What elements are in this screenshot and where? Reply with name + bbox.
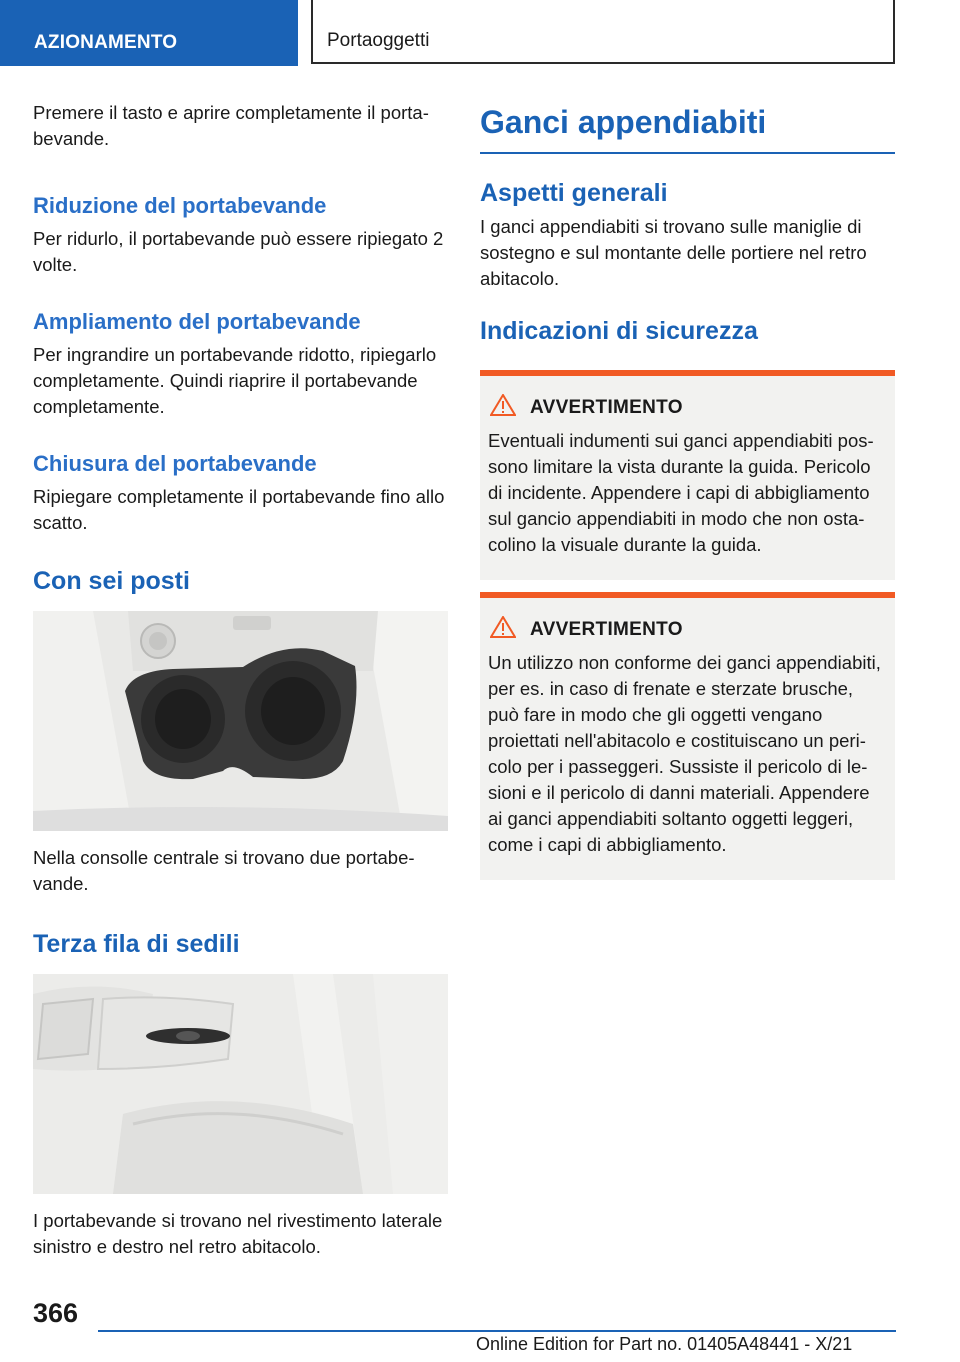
center-console-cupholder-image — [33, 611, 448, 831]
coat-hooks-heading: Ganci appendiabiti — [480, 102, 895, 154]
close-text: Ripiegare completamente il portabevande fino allo scatto. — [33, 486, 445, 533]
warning-label: AVVERTIMENTO — [530, 619, 683, 640]
chapter-title: Portaoggetti — [311, 0, 895, 64]
safety-heading: Indicazioni di sicurezza — [480, 317, 758, 345]
general-text: I ganci appendiabiti si trovano sulle maniglie di sostegno e sul montante delle portiere nel retro abitacolo. — [480, 216, 867, 289]
expand-heading: Ampliamento del portabevande — [33, 309, 361, 334]
warning-header — [490, 616, 887, 644]
page-number: 366 — [33, 1298, 79, 1328]
left-column — [33, 100, 448, 1260]
warning-text: Eventuali indumenti sui ganci appendiabiti possono limitare la vista durante la guida. Pericolo di incidente. Appendere i capi di abbigliamento sul gancio appendiabiti in modo che non ostacolino la visuale durante la guida. — [488, 430, 874, 555]
edition-note: Online Edition for Part no. 01405A48441 - X/21 — [476, 1334, 853, 1354]
third-row-heading: Terza fila di sedili — [33, 930, 240, 958]
warning-triangle-icon — [490, 394, 516, 422]
warning-box — [480, 592, 895, 880]
general-heading: Aspetti generali — [480, 179, 668, 207]
section-tab: AZIONAMENTO — [0, 0, 298, 66]
third-row-cupholder-image — [33, 974, 448, 1194]
intro-text: Premere il tasto e aprire completamente il portabevande. — [33, 102, 429, 149]
cupholder-illustration — [33, 611, 448, 831]
expand-text: Per ingrandire un portabevande ridotto, ripiegarlo completamente. Quindi riaprire il portabevande completamente. — [33, 344, 437, 417]
six-seats-heading: Con sei posti — [33, 567, 190, 595]
reduce-text: Per ridurlo, il portabevande può essere ripiegato 2 volte. — [33, 228, 444, 275]
warning-triangle-icon — [490, 616, 516, 644]
warning-text: Un utilizzo non conforme dei ganci appendiabiti, per es. in caso di frenate e sterzate brusche, può fare in modo che gli oggetti vengano proiettati nell'abitacolo e costituiscano un pericolo per i passeggeri. Sussiste il pericolo di lesioni e il pericolo di danni materiali. Appendere ai ganci appendiabiti soltanto oggetti leggeri, come i capi di abbigliamento. — [488, 652, 881, 855]
warning-box — [480, 370, 895, 580]
side-panel-illustration — [33, 974, 448, 1194]
right-column — [480, 100, 895, 880]
reduce-heading: Riduzione del portabevande — [33, 193, 327, 218]
warning-label: AVVERTIMENTO — [530, 397, 683, 418]
page-header — [0, 0, 960, 66]
footer-divider — [98, 1330, 896, 1332]
close-heading: Chiusura del portabevande — [33, 451, 317, 476]
six-seats-caption: Nella consolle centrale si trovano due portabevande. — [33, 847, 415, 894]
third-row-caption: I portabevande si trovano nel rivestimento laterale sinistro e destro nel retro abitacolo. — [33, 1210, 443, 1257]
warning-header — [490, 394, 887, 422]
